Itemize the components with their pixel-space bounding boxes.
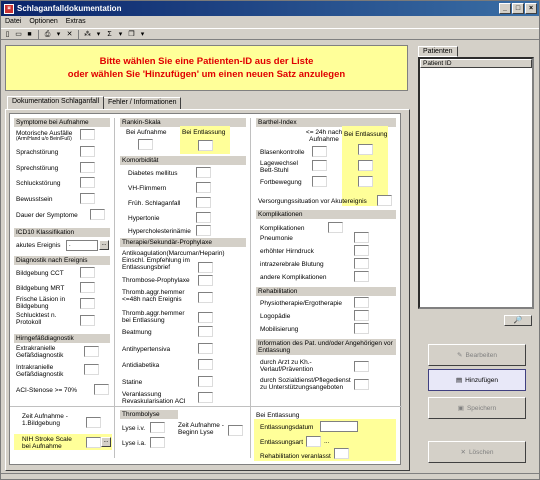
rankin-entlassung-label: Bei Entlassung — [182, 129, 226, 136]
vh-flimmern-field[interactable] — [196, 182, 211, 193]
dauer-field[interactable] — [90, 209, 105, 220]
entlassungsdatum-field[interactable] — [320, 421, 358, 432]
rankin-aufnahme-label: Bei Aufnahme — [126, 129, 167, 136]
nih-lookup-button[interactable]: ... — [101, 437, 111, 447]
logopaedie-field[interactable] — [354, 310, 369, 321]
loeschen-label: Löschen — [468, 448, 494, 456]
thrombose-prophylaxe-field[interactable] — [198, 275, 213, 286]
physiotherapie-field[interactable] — [354, 297, 369, 308]
info-sozialdienst-field[interactable] — [354, 379, 369, 390]
dropdown-icon[interactable]: ▾ — [118, 30, 123, 38]
antikoagulation-field[interactable] — [198, 262, 213, 273]
info-arzt-label: durch Arzt zu Kh.-Verlauf/Prävention — [260, 359, 314, 373]
laesion-label: Frische Läsion in Bildgebung — [16, 296, 66, 310]
pneumonie-label: Pneumonie — [260, 235, 293, 242]
banner-line-2: oder wählen Sie 'Hinzufügen' um einen neuen Satz anzulegen — [67, 69, 346, 80]
statine-field[interactable] — [198, 376, 213, 387]
menu-optionen[interactable]: Optionen — [29, 18, 58, 25]
section-divider — [10, 406, 402, 407]
logopaedie-label: Logopädie — [260, 313, 291, 320]
therapie-header: Therapie/Sekundär-Prophylaxe — [120, 238, 246, 247]
extrakraniell-label: Extrakranielle Gefäßdiagnostik — [16, 345, 64, 359]
nih-label: NIH Stroke Scale bei Aufnahme — [22, 436, 72, 450]
hirndruck-label: erhöhter Hirndruck — [260, 248, 314, 255]
lagewechsel-label: Lagewechsel Bett-Stuhl — [260, 160, 298, 174]
revaskularisation-field[interactable] — [198, 392, 213, 403]
barthel-entlassung-label: Bei Entlassung — [344, 131, 388, 138]
frueh-schlaganfall-label: Früh. Schlaganfall — [128, 200, 181, 207]
information-header: Information des Pat. und/oder Angehörigen vor Entlassung — [256, 339, 396, 355]
thromb-48h-label: Thromb.aggr.hemmer <=48h nach Ereignis — [122, 289, 185, 303]
loeschen-button[interactable] — [428, 441, 526, 463]
laesion-field[interactable] — [80, 298, 95, 309]
speichern-label: Speichern — [466, 404, 497, 412]
status-bar — [1, 473, 539, 480]
blutung-label: intrazerebrale Blutung — [260, 261, 324, 268]
pneumonie-field[interactable] — [354, 232, 369, 243]
add-icon: ▤ — [455, 377, 463, 384]
menu-bar — [1, 16, 539, 27]
andere-komplikationen-field[interactable] — [354, 271, 369, 282]
motorische-note: (Arm/Hand u/o Bein/Fuß) — [16, 136, 72, 142]
speichern-button[interactable] — [428, 397, 526, 419]
info-sozialdienst-label: durch Sozialdienst/Pflegedienst zu Unterstützungsangeboten — [260, 377, 351, 391]
fortbewegung-24h-field[interactable] — [312, 176, 327, 187]
cct-field[interactable] — [80, 267, 95, 278]
delete-icon: ✕ — [460, 449, 466, 456]
banner-line-1: Bitte wählen Sie eine Patienten-ID aus der Liste — [99, 56, 314, 67]
hirndruck-field[interactable] — [354, 245, 369, 256]
instruction-banner — [5, 45, 408, 91]
komplikationen-header: Komplikationen — [256, 210, 396, 219]
entlassungsdatum-label: Entlassungsdatum — [260, 424, 314, 431]
info-arzt-field[interactable] — [354, 361, 369, 372]
aci-stenose-field[interactable] — [94, 384, 109, 395]
tab-dokumentation[interactable]: Dokumentation Schlaganfall — [7, 96, 104, 109]
versorgung-field[interactable] — [377, 195, 392, 206]
reha-veranlasst-label: Rehabilitation veranlasst — [260, 453, 331, 460]
icd-header: ICD10 Klassifikation — [14, 228, 110, 237]
nih-field[interactable] — [86, 437, 101, 448]
antihypertensiva-field[interactable] — [198, 343, 213, 354]
open-icon[interactable]: ▭ — [15, 30, 22, 38]
fortbewegung-label: Fortbewegung — [260, 179, 302, 186]
hypertonie-field[interactable] — [196, 212, 211, 223]
intrakraniell-label: Intrakranielle Gefäßdiagnostik — [16, 364, 64, 378]
zeit-bildgebung-label: Zeit Aufnahme - 1.Bildgebung — [22, 413, 68, 427]
new-icon[interactable]: ▯ — [5, 30, 10, 38]
dropdown-icon[interactable]: ▾ — [96, 30, 101, 38]
antihypertensiva-label: Antihypertensiva — [122, 346, 171, 353]
barthel-header: Barthel-Index — [256, 118, 396, 127]
blutung-field[interactable] — [354, 258, 369, 269]
patient-id-column-header[interactable]: Patient ID — [420, 59, 532, 68]
tab-patienten[interactable]: Patienten — [418, 46, 458, 57]
antidiabetika-label: Antidiabetika — [122, 362, 160, 369]
beatmung-field[interactable] — [198, 326, 213, 337]
entlassungsart-field[interactable] — [306, 436, 321, 447]
schluckstoerung-field[interactable] — [80, 177, 95, 188]
diagnostik-header: Diagnostik nach Ereignis — [14, 256, 110, 265]
rankin-aufnahme-field[interactable] — [138, 139, 153, 150]
schluckstoerung-label: Schluckstörung — [16, 180, 61, 187]
mrt-field[interactable] — [80, 282, 95, 293]
icd-lookup-button[interactable]: ... — [99, 240, 109, 250]
reha-veranlasst-field[interactable] — [334, 448, 349, 459]
frueh-schlaganfall-field[interactable] — [196, 197, 211, 208]
aci-stenose-label: ACI-Stenose >= 70% — [16, 387, 78, 394]
sprachstoerung-label: Sprachstörung — [16, 149, 59, 156]
edit-icon: ✎ — [457, 352, 463, 359]
tab-strip — [5, 97, 410, 109]
hypercholesterinaemie-label: Hypercholesterinämie — [128, 228, 191, 235]
antikoagulation-label: Antikoagulation(Marcumar/Heparin) Einschl. Empfehlung im Entlassungsbrief — [122, 250, 225, 271]
revaskularisation-label: Veranlassung Revaskularisation ACI — [122, 391, 186, 405]
hirngefaess-header: Hirngefäßdiagnostik — [14, 334, 110, 343]
menu-datei[interactable]: Datei — [5, 18, 22, 25]
thromb-entlassung-field[interactable] — [198, 312, 213, 323]
motorische-field[interactable] — [80, 129, 95, 140]
hypertonie-label: Hypertonie — [128, 215, 160, 222]
mobilisierung-label: Mobilisierung — [260, 326, 299, 333]
fortbewegung-entl-field[interactable] — [358, 176, 373, 187]
window-controls — [499, 3, 537, 14]
komorbiditaet-header: Komorbidität — [120, 156, 246, 165]
blasenkontrolle-label: Blasenkontrolle — [260, 149, 305, 156]
window-title: Schlaganfalldokumentation — [17, 4, 122, 13]
hinzufuegen-label: Hinzufügen — [465, 376, 499, 384]
entlassung-header: Bei Entlassung — [256, 412, 300, 419]
menu-extras[interactable]: Extras — [65, 18, 86, 25]
form-content — [9, 113, 401, 465]
sprachstoerung-field[interactable] — [80, 146, 95, 157]
toolbar-separator — [38, 30, 39, 39]
diabetes-field[interactable] — [196, 167, 211, 178]
column-divider — [250, 118, 251, 458]
toolbar-separator — [78, 30, 79, 39]
komplikationen-label: Komplikationen — [260, 225, 305, 232]
bearbeiten-label: Bearbeiten — [465, 351, 497, 359]
komplikationen-field[interactable] — [328, 222, 343, 233]
minimize-button[interactable]: _ — [499, 3, 511, 14]
save-icon: ▣ — [457, 405, 464, 412]
versorgung-label: Versorgungssituation vor Akutereignis — [258, 198, 367, 205]
statine-label: Statine — [122, 379, 143, 386]
rankin-header: Rankin-Skala — [120, 118, 246, 127]
rankin-entlassung-field[interactable] — [198, 140, 213, 151]
tab-fehler[interactable]: Fehler / Informationen — [103, 97, 181, 109]
diabetes-label: Diabetes mellitus — [128, 170, 178, 177]
antidiabetika-field[interactable] — [198, 359, 213, 370]
thromb-entlassung-label: Thromb.aggr.hemmer bei Entlassung — [122, 310, 185, 324]
cct-label: Bildgebung CCT — [16, 270, 64, 277]
rehabilitation-header: Rehabilitation — [256, 287, 396, 296]
patient-list[interactable] — [418, 57, 534, 309]
bewusstsein-label: Bewusstsein — [16, 196, 53, 203]
barthel-24h-label: <= 24h nach Aufnahme — [305, 129, 343, 143]
bearbeiten-button[interactable] — [428, 344, 526, 366]
save-icon[interactable]: ■ — [27, 30, 32, 38]
hinzufuegen-button[interactable] — [428, 369, 526, 391]
book-icon[interactable]: ❒ — [128, 30, 135, 38]
zeit-bildgebung-field[interactable] — [86, 417, 101, 428]
physiotherapie-label: Physiotherapie/Ergotherapie — [260, 300, 343, 307]
thrombose-prophylaxe-label: Thrombose-Prophylaxe — [122, 277, 190, 284]
mrt-label: Bildgebung MRT — [16, 285, 65, 292]
andere-komplikationen-label: andere Komplikationen — [260, 274, 327, 281]
schlucktest-field[interactable] — [80, 315, 95, 326]
bewusstsein-field[interactable] — [80, 193, 95, 204]
beatmung-label: Beatmung — [122, 329, 152, 336]
mobilisierung-field[interactable] — [354, 323, 369, 334]
icd-field[interactable]: . — [66, 240, 98, 251]
lyse-zeit-field[interactable] — [228, 425, 243, 436]
app-icon: ¤ — [4, 4, 14, 14]
lyse-iv-label: Lyse i.v. — [122, 425, 146, 432]
tree-icon[interactable]: ⁂ — [84, 30, 91, 38]
title-bar[interactable] — [1, 1, 539, 16]
motorische-label: Motorische Ausfälle — [16, 130, 73, 137]
lyse-ia-label: Lyse i.a. — [122, 440, 146, 447]
close-button[interactable]: × — [525, 3, 537, 14]
column-divider — [114, 118, 115, 458]
schlucktest-label: Schlucktest n. Protokoll — [16, 312, 57, 326]
cut-icon[interactable]: ✕ — [66, 30, 73, 38]
lyse-ia-field[interactable] — [150, 437, 165, 448]
search-button[interactable] — [504, 315, 532, 326]
dauer-label: Dauer der Symptome — [16, 212, 78, 219]
intrakraniell-field[interactable] — [84, 364, 99, 375]
blasenkontrolle-entl-field[interactable] — [358, 144, 373, 155]
lyse-zeit-label: Zeit Aufnahme - Beginn Lyse — [178, 422, 224, 436]
vh-flimmern-label: VH-Flimmern — [128, 185, 167, 192]
extrakraniell-field[interactable] — [84, 346, 99, 357]
dropdown-icon[interactable]: ▾ — [56, 30, 61, 38]
sprechstoerung-field[interactable] — [80, 162, 95, 173]
entlassungsart-label: Entlassungsart — [260, 439, 303, 446]
search-icon: 🔎 — [513, 317, 523, 324]
lyse-iv-field[interactable] — [150, 422, 165, 433]
lagewechsel-entl-field[interactable] — [358, 160, 373, 171]
print-icon[interactable]: ⎙ — [44, 30, 51, 38]
symptome-header: Symptome bei Aufnahme — [14, 118, 110, 127]
toolbar — [1, 28, 539, 40]
maximize-button[interactable]: □ — [512, 3, 524, 14]
thrombolyse-header: Thrombolyse — [120, 410, 178, 419]
blasenkontrolle-24h-field[interactable] — [312, 146, 327, 157]
entlassungsart-lookup[interactable]: ... — [324, 438, 330, 445]
sum-icon[interactable]: Σ — [107, 30, 112, 38]
icd-label: akutes Ereignis — [16, 242, 61, 249]
hypercholesterinaemie-field[interactable] — [196, 225, 211, 236]
dropdown-icon[interactable]: ▾ — [140, 30, 145, 38]
thromb-48h-field[interactable] — [198, 292, 213, 303]
sprechstoerung-label: Sprechstörung — [16, 165, 59, 172]
lagewechsel-24h-field[interactable] — [312, 160, 327, 171]
